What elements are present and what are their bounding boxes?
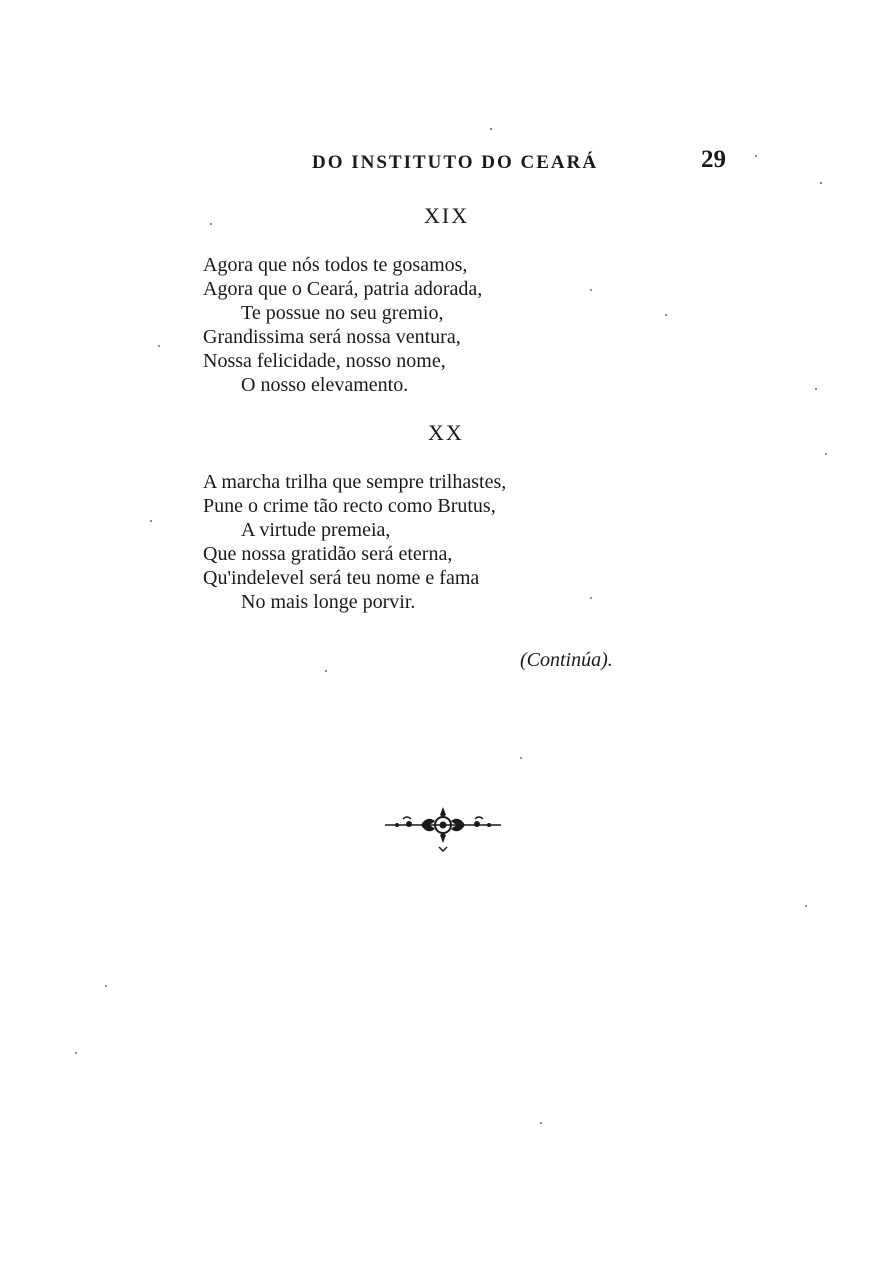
verse-line: Agora que o Ceará, patria adorada, bbox=[203, 278, 483, 300]
stanza-number-xx: XX bbox=[428, 420, 464, 445]
scan-speck bbox=[590, 597, 592, 599]
verse-line: A virtude premeia, bbox=[241, 519, 391, 541]
scan-speck bbox=[755, 155, 757, 157]
stanza-number-xix: XIX bbox=[424, 203, 470, 228]
verse-line: O nosso elevamento. bbox=[241, 374, 409, 396]
floral-ornament-icon bbox=[383, 803, 503, 853]
scan-speck bbox=[490, 128, 492, 130]
scan-speck bbox=[820, 182, 822, 184]
scan-speck bbox=[520, 757, 522, 759]
verse-line: Agora que nós todos te gosamos, bbox=[203, 254, 468, 276]
scan-speck bbox=[825, 453, 827, 455]
scan-speck bbox=[158, 345, 160, 347]
scan-speck bbox=[75, 1052, 77, 1054]
verse-line: Grandissima será nossa ventura, bbox=[203, 326, 461, 348]
verse-line: Qu'indelevel será teu nome e fama bbox=[203, 567, 480, 589]
running-title: DO INSTITUTO DO CEARÁ bbox=[312, 152, 599, 173]
verse-line: Nossa felicidade, nosso nome, bbox=[203, 350, 446, 372]
scan-speck bbox=[325, 670, 327, 672]
verse-line: A marcha trilha que sempre trilhastes, bbox=[203, 471, 507, 493]
scan-speck bbox=[805, 905, 807, 907]
page-number: 29 bbox=[701, 146, 726, 173]
scan-speck bbox=[540, 1122, 542, 1124]
verse-line: Que nossa gratidão será eterna, bbox=[203, 543, 453, 565]
verse-line: No mais longe porvir. bbox=[241, 591, 416, 613]
verse-line: Pune o crime tão recto como Brutus, bbox=[203, 495, 496, 517]
scan-speck bbox=[590, 289, 592, 291]
stanza-xx bbox=[203, 470, 506, 614]
verse-line: Te possue no seu gremio, bbox=[241, 302, 444, 324]
scan-speck bbox=[150, 520, 152, 522]
scan-speck bbox=[665, 314, 667, 316]
stanza-xix bbox=[203, 253, 482, 397]
scan-speck bbox=[210, 223, 212, 225]
scan-speck bbox=[815, 388, 817, 390]
continuation-note: (Continúa). bbox=[520, 649, 613, 671]
scan-speck bbox=[105, 985, 107, 987]
